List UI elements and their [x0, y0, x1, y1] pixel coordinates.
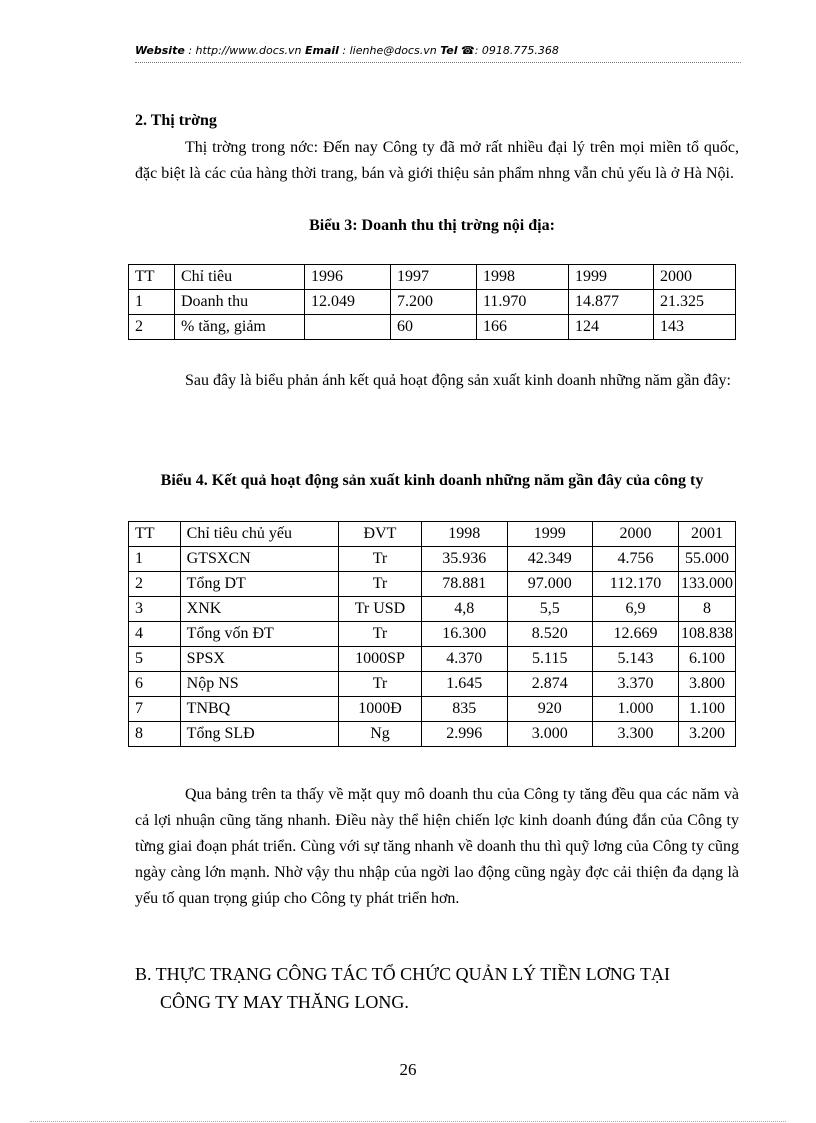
table-cell: TNBQ [180, 697, 338, 722]
table-cell: 35.936 [422, 547, 507, 572]
section-b-line1: B. THỰC TRẠNG CÔNG TÁC TỔ CHỨC QUẢN LÝ TIỀN LƠNG TẠI [135, 964, 670, 984]
table-cell: 12.669 [592, 622, 678, 647]
table-cell: 2001 [679, 522, 736, 547]
table-cell: 14.877 [569, 290, 654, 315]
business-results-table [128, 521, 736, 747]
table-cell: Nộp NS [180, 672, 338, 697]
table-cell: Tr [338, 622, 421, 647]
table-row [129, 697, 736, 722]
table-cell: Tổng SLĐ [180, 722, 338, 747]
table-cell: TT [129, 265, 175, 290]
table-cell: 2000 [592, 522, 678, 547]
table-cell: 21.325 [654, 290, 736, 315]
table-cell: 4,8 [422, 597, 507, 622]
table-cell: 2.996 [422, 722, 507, 747]
revenue-table [128, 264, 736, 340]
table-cell: 7.200 [391, 290, 477, 315]
table-cell: 920 [507, 697, 592, 722]
section-heading: 2. Thị trờng [135, 112, 217, 129]
table-cell: 124 [569, 315, 654, 340]
table-cell: Chỉ tiêu [175, 265, 305, 290]
conclusion-paragraph: Qua bảng trên ta thấy về mặt quy mô doanh thu của Công ty tăng đều qua các năm và cả lợi nhuận cũng tăng nhanh. Điều này thể hiện chiến lợc kinh doanh đúng đắn của Công ty từng giai đoạn phát triển. Cùng với sự tăng nhanh về doanh thu thì quỹ lơng của Công ty cũng ngày càng lớn mạnh. Nhờ vậy thu nhập của ngời lao động cũng ngày đợc cải thiện đa dạng là yếu tố quan trọng giúp cho Công ty phát triển hơn. [135, 786, 739, 907]
table-cell: 133.000 [679, 572, 736, 597]
table-cell: 3.000 [507, 722, 592, 747]
table-cell: SPSX [180, 647, 338, 672]
table-cell: TT [129, 522, 181, 547]
table-cell: 6 [129, 672, 181, 697]
table-cell: 7 [129, 697, 181, 722]
table-cell: 42.349 [507, 547, 592, 572]
table-row [129, 647, 736, 672]
table-cell: 1997 [391, 265, 477, 290]
table-cell: 2.874 [507, 672, 592, 697]
table4-caption [128, 468, 736, 494]
table-cell: 3 [129, 597, 181, 622]
table-cell: 1 [129, 547, 181, 572]
table-cell: 4.370 [422, 647, 507, 672]
table-cell: 2 [129, 572, 181, 597]
table-cell: 5.115 [507, 647, 592, 672]
table-cell: 55.000 [679, 547, 736, 572]
table4-caption-text: Kết quả hoạt động sản xuất kinh doanh những năm gần đây của công ty [211, 472, 704, 489]
table-cell: Tổng vốn ĐT [180, 622, 338, 647]
table-cell: 1999 [507, 522, 592, 547]
table-row [129, 672, 736, 697]
table3-caption: Biểu 3: Doanh thu thị trờng nội địa: [309, 217, 555, 234]
table-cell: 4 [129, 622, 181, 647]
section-b-heading [135, 960, 745, 1016]
table-cell: 5,5 [507, 597, 592, 622]
header-divider [135, 62, 741, 63]
table-cell: 1.100 [679, 697, 736, 722]
table-cell: 1.000 [592, 697, 678, 722]
table-cell: 5.143 [592, 647, 678, 672]
table-cell: GTSXCN [180, 547, 338, 572]
table-cell: Chỉ tiêu chủ yếu [180, 522, 338, 547]
table-cell: 1999 [569, 265, 654, 290]
table-cell: 11.970 [477, 290, 569, 315]
table-cell: 2000 [654, 265, 736, 290]
table-row [129, 547, 736, 572]
table-cell: 143 [654, 315, 736, 340]
table-cell: ĐVT [338, 522, 421, 547]
table-cell: 1000Đ [338, 697, 421, 722]
table-cell: XNK [180, 597, 338, 622]
table-cell: Doanh thu [175, 290, 305, 315]
table-cell: 112.170 [592, 572, 678, 597]
table-cell: Tr [338, 547, 421, 572]
table-row [129, 597, 736, 622]
table-cell: 6,9 [592, 597, 678, 622]
market-paragraph: Thị trờng trong nớc: Đến nay Công ty đã mở rất nhiều đại lý trên mọi miền tổ quốc, đặc biệt là các của hàng thời trang, bán và giới thiệu sản phẩm nhng vẫn chủ yếu là ở Hà Nội. [135, 139, 739, 182]
table-cell: 1000SP [338, 647, 421, 672]
table-cell: 3.200 [679, 722, 736, 747]
table-cell: 8 [129, 722, 181, 747]
table-row [129, 572, 736, 597]
table-cell: Tổng DT [180, 572, 338, 597]
table-cell: 1998 [477, 265, 569, 290]
table-cell: 4.756 [592, 547, 678, 572]
table4-caption-prefix: Biểu 4. [160, 472, 208, 489]
table-cell: 166 [477, 315, 569, 340]
table-cell: 78.881 [422, 572, 507, 597]
table-header-row [129, 265, 736, 290]
table-row [129, 290, 736, 315]
footer-divider [30, 1121, 786, 1122]
table-cell: 60 [391, 315, 477, 340]
table-cell: 5 [129, 647, 181, 672]
table-cell: 3.800 [679, 672, 736, 697]
table-cell: 108.838 [679, 622, 736, 647]
table-cell: 16.300 [422, 622, 507, 647]
table-row [129, 722, 736, 747]
website-label: Website [135, 44, 185, 57]
table-cell: % tăng, giảm [175, 315, 305, 340]
table-row [129, 315, 736, 340]
table-header-row [129, 522, 736, 547]
table-cell: 97.000 [507, 572, 592, 597]
page-header [135, 44, 741, 57]
table-cell: 1 [129, 290, 175, 315]
table-cell: Ng [338, 722, 421, 747]
email-label: Email [304, 44, 339, 57]
table-cell: 835 [422, 697, 507, 722]
table-cell [305, 315, 391, 340]
table-cell: Tr [338, 572, 421, 597]
page-number: 26 [399, 1060, 417, 1079]
table-cell: 1998 [422, 522, 507, 547]
section-b-line2: CÔNG TY MAY THĂNG LONG. [160, 992, 409, 1012]
phone-icon: ☎ [461, 44, 475, 57]
intro-paragraph: Sau đây là biểu phản ánh kết quả hoạt động sản xuất kinh doanh những năm gần đây: [185, 372, 731, 389]
email-value[interactable]: : lienhe@docs.vn [342, 44, 437, 57]
tel-value: : 0918.775.368 [474, 44, 559, 57]
table-cell: 2 [129, 315, 175, 340]
table-cell: 3.300 [592, 722, 678, 747]
table-cell: Tr [338, 672, 421, 697]
table-cell: 1996 [305, 265, 391, 290]
table-cell: 3.370 [592, 672, 678, 697]
website-value[interactable]: : http://www.docs.vn [188, 44, 302, 57]
table-cell: Tr USD [338, 597, 421, 622]
table-cell: 6.100 [679, 647, 736, 672]
table-cell: 8.520 [507, 622, 592, 647]
table-cell: 12.049 [305, 290, 391, 315]
table-cell: 8 [679, 597, 736, 622]
table-cell: 1.645 [422, 672, 507, 697]
table-row [129, 622, 736, 647]
tel-label: Tel [440, 44, 458, 57]
